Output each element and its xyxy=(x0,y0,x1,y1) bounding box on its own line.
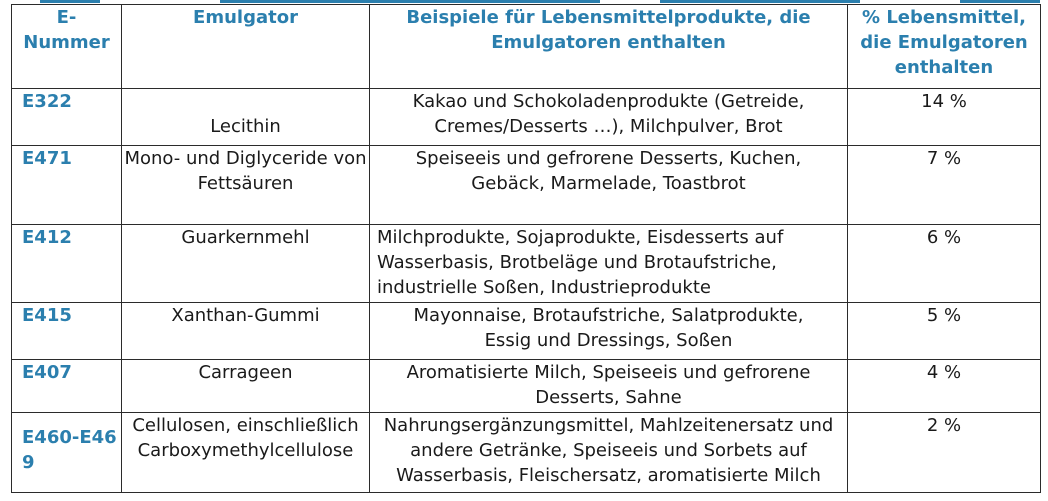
beispiele-text: Mayonnaise, Brotaufstriche, Salatprodukte, Essig und Dressings, Soßen xyxy=(370,303,848,360)
table-row xyxy=(12,225,1041,303)
e-code: E407 xyxy=(12,360,122,413)
prozent-value: 2 % xyxy=(848,413,1041,493)
table-header-row xyxy=(12,5,1041,89)
header-prozent: % Lebensmittel, die Emulgatoren enthalten xyxy=(848,5,1041,89)
table-row xyxy=(12,89,1041,146)
emulgator-name: Lecithin xyxy=(122,89,370,146)
emulgator-name: Carrageen xyxy=(122,360,370,413)
e-code: E322 xyxy=(12,89,122,146)
e-code: E412 xyxy=(12,225,122,303)
e-code: E415 xyxy=(12,303,122,360)
table-row xyxy=(12,146,1041,225)
emulgator-name: Xanthan-Gummi xyxy=(122,303,370,360)
beispiele-text: Speiseeis und gefrorene Desserts, Kuchen, Gebäck, Marmelade, Toastbrot xyxy=(370,146,848,225)
e-code: E460-E469 xyxy=(12,413,122,493)
header-beispiele: Beispiele für Lebensmittelprodukte, die Emulgatoren enthalten xyxy=(370,5,848,89)
prozent-value: 6 % xyxy=(848,225,1041,303)
prozent-value: 4 % xyxy=(848,360,1041,413)
e-code: E471 xyxy=(12,146,122,225)
header-e-nummer: E-Nummer xyxy=(12,5,122,89)
header-emulgator: Emulgator xyxy=(122,5,370,89)
beispiele-text: Aromatisierte Milch, Speiseeis und gefrorene Desserts, Sahne xyxy=(370,360,848,413)
table-row xyxy=(12,360,1041,413)
beispiele-text: Nahrungsergänzungsmittel, Mahlzeitenersatz und andere Getränke, Speiseeis und Sorbets auf Wasserbasis, Fleischersatz, aromatisierte Milch xyxy=(370,413,848,493)
emulgator-name: Guarkernmehl xyxy=(122,225,370,303)
emulgator-name: Mono- und Diglyceride von Fettsäuren xyxy=(122,146,370,225)
prozent-value: 7 % xyxy=(848,146,1041,225)
prozent-value: 14 % xyxy=(848,89,1041,146)
beispiele-text: Kakao und Schokoladenprodukte (Getreide, Cremes/Desserts …), Milchpulver, Brot xyxy=(370,89,848,146)
table-row xyxy=(12,303,1041,360)
beispiele-text: Milchprodukte, Sojaprodukte, Eisdesserts auf Wasserbasis, Brotbeläge und Brotaufstriche, industrielle Soßen, Industrieprodukte xyxy=(370,225,848,303)
emulsifier-table xyxy=(11,4,1041,493)
prozent-value: 5 % xyxy=(848,303,1041,360)
emulgator-name: Cellulosen, einschließlich Carboxymethylcellulose xyxy=(122,413,370,493)
table-row xyxy=(12,413,1041,493)
